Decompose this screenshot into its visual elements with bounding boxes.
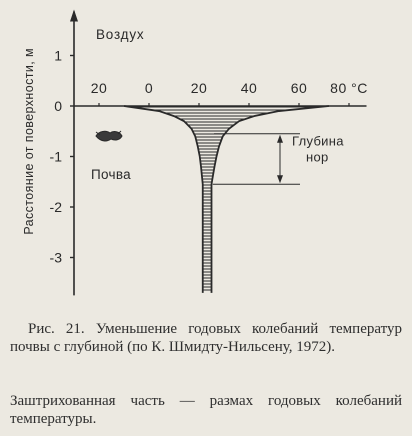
figure-note: Заштрихованная часть — размах годовых колебаний температуры. <box>10 393 402 427</box>
burrow-depth-label-line2: нор <box>306 149 329 165</box>
y-tick-label: -2 <box>49 199 62 215</box>
x-tick-label: 20 <box>90 80 108 96</box>
plot-area <box>22 10 368 296</box>
x-tick-label: 0 <box>144 80 154 96</box>
y-tick-label: 1 <box>54 47 62 64</box>
y-tick-label: 0 <box>54 98 62 114</box>
y-tick-label: -3 <box>49 249 62 266</box>
animal-icon <box>96 131 122 141</box>
soil-label: Почва <box>91 167 131 183</box>
x-tick-label: 20 <box>190 80 208 96</box>
x-tick-label: 60 <box>290 80 308 96</box>
x-tick-label: 40 <box>240 80 258 96</box>
burrow-arrow-up <box>277 135 283 143</box>
x-tick-label: 80 °C <box>330 80 368 96</box>
min-temperature-curve <box>124 106 203 293</box>
air-label: Воздух <box>96 26 145 42</box>
y-axis-label: Расстояние от поверхности, м <box>22 48 36 235</box>
burrow-arrow-down <box>277 175 283 183</box>
burrow-depth-label-line1: Глубина <box>292 133 344 149</box>
y-axis-arrow <box>70 10 78 22</box>
y-tick-label: -1 <box>49 148 62 165</box>
figure-caption: Рис. 21. Уменьшение годовых колебаний температур почвы с глубиной (по К. Шмидту-Нильсену, 1972). <box>10 321 402 355</box>
